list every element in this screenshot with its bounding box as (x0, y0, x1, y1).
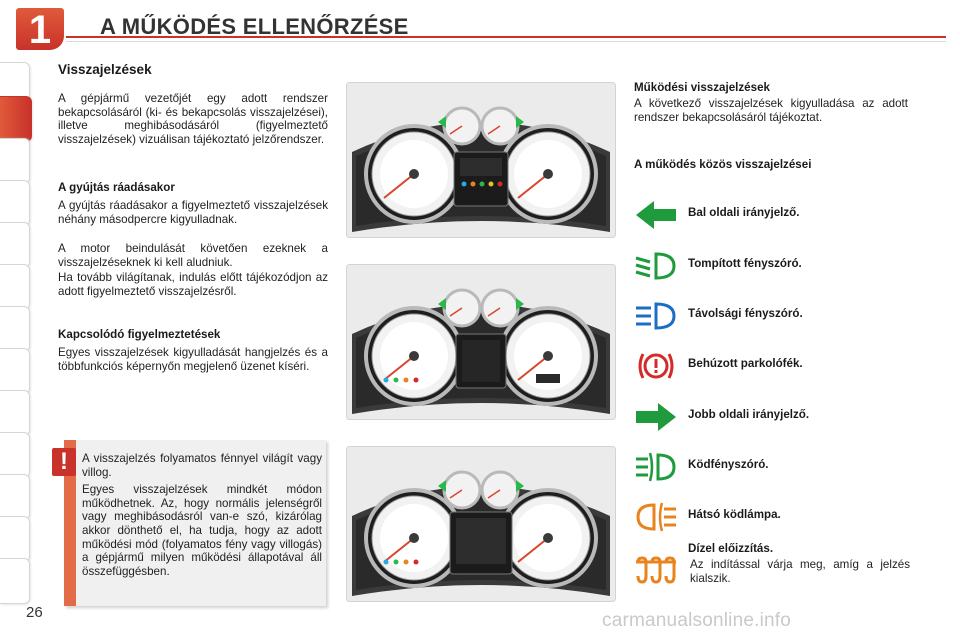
page-header (0, 0, 960, 50)
chapter-tab[interactable] (0, 432, 30, 478)
ignition-paragraph-2: A motor beindulását követően ezeknek a visszajelzéseknek ki kell aludniuk. (58, 242, 328, 269)
legend-item (634, 198, 924, 232)
instrument-panel-illustration (346, 82, 616, 238)
arrow-right-icon (634, 400, 678, 434)
instrument-panel-illustration (346, 446, 616, 602)
watermark: carmanualsonline.info (602, 610, 792, 631)
note-paragraph-2: Egyes visszajelzések mindkét módon működhetnek. Az, hogy normális jelenségről vagy meghibásodásról van-e szó, kizárólag akkor dönthető el, ha tudja, hogy az adott működési mód (folyamatos fény vagy villogás) a gépjármű milyen működési állapotával áll összefüggésben. (82, 483, 322, 578)
chapter-tab[interactable] (0, 138, 30, 184)
chapter-tab[interactable] (0, 222, 30, 268)
related-heading: Kapcsolódó figyelmeztetések (58, 328, 221, 341)
legend-item (634, 500, 924, 534)
high-beam-icon (634, 299, 678, 333)
chapter-tab[interactable] (0, 264, 30, 310)
chapter-number: 1 (28, 8, 52, 52)
front-fog-icon (634, 450, 678, 484)
operating-indicators-intro: A következő visszajelzések kigyulladása az adott rendszer bekapcsolásáról tájékoztat. (634, 97, 908, 124)
glow-plug-description: Az indítással várja meg, amíg a jelzés kialszik. (690, 558, 910, 585)
legend-item (634, 299, 924, 333)
warning-icon: ! (52, 448, 76, 476)
legend-label: Behúzott parkolófék. (688, 357, 803, 370)
low-beam-icon (634, 249, 678, 283)
chapter-tab-active[interactable] (0, 96, 32, 142)
chapter-tab[interactable] (0, 390, 30, 436)
common-indicators-title: A működés közös visszajelzései (634, 158, 812, 171)
parking-brake-icon (634, 349, 678, 383)
legend-label: Jobb oldali irányjelző. (688, 408, 810, 421)
legend-label: Távolsági fényszóró. (688, 307, 803, 320)
legend-item (634, 349, 924, 383)
legend-label: Dízel előizzítás. (688, 542, 774, 555)
ignition-paragraph-1: A gyújtás ráadásakor a figyelmeztető visszajelzések néhány másodpercre kigyulladnak. (58, 199, 328, 226)
chapter-tab-strip (0, 62, 36, 622)
page-number: 26 (26, 604, 43, 621)
ignition-paragraph-3: Ha tovább világítanak, indulás előtt tájékozódjon az adott figyelmeztető visszajelzésről. (58, 271, 328, 298)
related-paragraph: Egyes visszajelzések kigyulladását hangjelzés és a többfunkciós képernyőn megjelenő üzenet kíséri. (58, 346, 328, 373)
legend-item (634, 450, 924, 484)
instrument-panel-image-2 (346, 264, 616, 420)
operating-indicators-title: Működési visszajelzések (634, 81, 770, 94)
instrument-panel-illustration (346, 264, 616, 420)
arrow-left-icon (634, 198, 678, 232)
chapter-badge (16, 8, 64, 50)
legend-label: Tompított fényszóró. (688, 257, 802, 270)
rear-fog-icon (634, 500, 678, 534)
instrument-panel-image-3 (346, 446, 616, 602)
note-content (82, 452, 322, 578)
section-title: Visszajelzések (58, 62, 152, 77)
chapter-tab[interactable] (0, 180, 30, 226)
chapter-title: A MŰKÖDÉS ELLENŐRZÉSE (100, 14, 409, 39)
note-paragraph-1: A visszajelzés folyamatos fénnyel világít vagy villog. (82, 452, 322, 479)
chapter-tab[interactable] (0, 516, 30, 562)
legend-label: Bal oldali irányjelző. (688, 206, 800, 219)
chapter-tab[interactable] (0, 474, 30, 520)
header-rule-thin (66, 41, 946, 42)
glow-plug-icon (634, 554, 678, 588)
legend-label: Ködfényszóró. (688, 458, 769, 471)
legend-item (634, 249, 924, 283)
legend-item (634, 400, 924, 434)
chapter-tab[interactable] (0, 558, 30, 604)
chapter-tab[interactable] (0, 306, 30, 352)
legend-item (634, 540, 924, 592)
instrument-panel-image-1 (346, 82, 616, 238)
intro-paragraph: A gépjármű vezetőjét egy adott rendszer bekapcsolásáról (ki- és bekapcsolás visszajelzései), illetve meghibásodásáról (figyelmeztető visszajelzések) vizuálisan tájékoztató jelzőrendszer. (58, 92, 328, 146)
ignition-heading: A gyújtás ráadásakor (58, 181, 175, 194)
legend-label: Hátsó ködlámpa. (688, 508, 781, 521)
chapter-tab[interactable] (0, 348, 30, 394)
